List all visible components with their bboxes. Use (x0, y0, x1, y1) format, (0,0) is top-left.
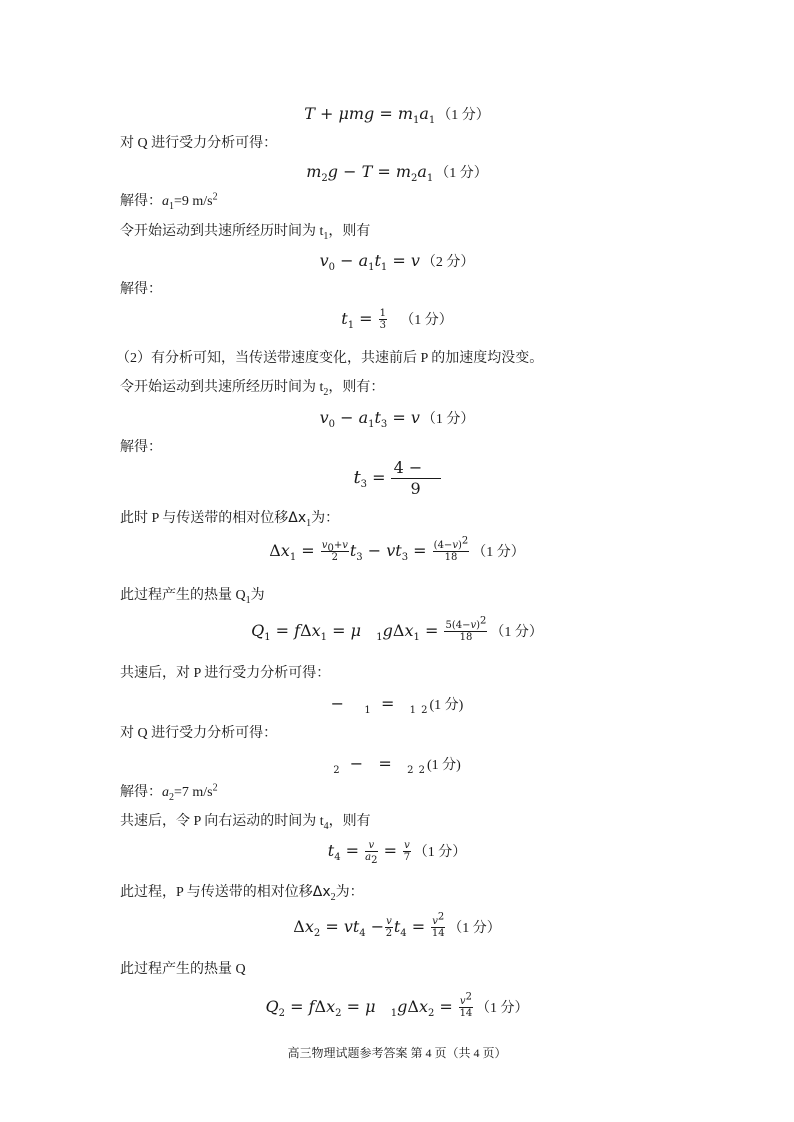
text-q-analysis: 对 Q 进行受力分析可得： (120, 136, 278, 151)
fraction: $\frac{(4-v)^2}{18}$ (433, 535, 469, 563)
score-mark: （1 分） (437, 108, 490, 123)
fraction: $\frac{1}{3}$ (379, 308, 387, 331)
page-footer: 高三物理试题参考答案 第 4 页（共 4 页） (287, 1046, 507, 1060)
score-mark: （1 分） (421, 412, 475, 427)
text-solve-2: 解得： (120, 282, 162, 297)
text-solve-3: 解得： (120, 440, 162, 455)
equation-6: $t_3$ = $\frac{4 -}{9}$ (0, 458, 794, 502)
text-part-2: （2）有分析可知，当传送带速度变化，共速前后 P 的加速度均没变。 (116, 351, 544, 366)
solution-value: =9 m/s (174, 194, 213, 209)
score-mark: （1 分） (448, 921, 501, 936)
text-let-t4: 共速后，令 P 向右运动的时间为 $t_4$，则有 (120, 814, 371, 832)
text-heat-q1: 此过程产生的热量 $Q_1$为 (120, 588, 265, 606)
equation-13: $Q_2 = f\Delta x_2 = \mu$ $_1$gΔx$_2$ = $\frac{v^2}{14}$ （1 分） (265, 991, 529, 1020)
text-q-analysis-2: 对 Q 进行受力分析可得： (120, 726, 278, 741)
score-mark: (1 分) (426, 758, 461, 773)
equation-12: $\Delta x_2 = vt_4$ − $\frac{v}{2}$ $t_4$ = $\frac{v^2}{14}$ （1 分） (293, 911, 501, 940)
text-relative-displacement-2: 此过程，P 与传送带的相对位移$\Delta x_2$为： (120, 884, 364, 903)
fraction: $\frac{4 -}{9}$ (391, 458, 441, 499)
solution-label: 解得： (120, 194, 162, 209)
score-mark: （1 分） (475, 1001, 529, 1016)
score-mark: （1 分） (400, 313, 453, 328)
equation-8: $Q_1 = f\Delta x_1 = \mu$ $_1$gΔx$_1$ = $\frac{5(4-v)^2}{18}$ （1 分） (251, 615, 543, 644)
fraction: $\frac{v}{2}$ (385, 916, 393, 939)
solution-value: =7 m/s (174, 785, 213, 800)
fraction: $\frac{v^2}{14}$ (459, 991, 473, 1019)
text-let-t1: 令开始运动到共速所经历时间为 $t_1$，则有 (120, 224, 371, 242)
fraction: $\frac{v^2}{14}$ (431, 911, 445, 939)
equation-3: $v_0 - a_1t_1 = v$ （2 分） (319, 251, 475, 274)
equation-10: $_2$ − = $_2$ $_2$ (1 分) (333, 754, 461, 777)
text-heat-q2: 此过程产生的热量 Q (120, 962, 246, 977)
fraction: $\frac{v}{a_2}$ (365, 840, 378, 866)
score-mark: （1 分） (472, 545, 525, 560)
score-mark: （1 分） (490, 625, 543, 640)
score-mark: （2 分） (421, 255, 475, 270)
fraction: $\frac{v}{7}$ (403, 840, 411, 863)
score-mark: （1 分） (413, 845, 467, 860)
solution-a1: 解得：$a_1=9$ $m/s^2$ (120, 191, 218, 212)
score-mark: (1 分) (429, 698, 464, 713)
equation-7: $\Delta x_1$ = $\frac{v_0+v}{2}$ $t_3 - vt_3$ = $\frac{(4-v)^2}{18}$ （1 分） (269, 535, 525, 564)
equation-11: $t_4$ = $\frac{v}{a_2}$ = $\frac{v}{7}$ （1 分） (327, 840, 467, 866)
text-let-t2: 令开始运动到共速所经历时间为 $t_2$，则有： (120, 380, 385, 398)
equation-9: − $_1$ = $_1$ $_2$ (1 分) (330, 694, 464, 717)
solution-label: 解得： (120, 785, 162, 800)
equation-4: $t_1$ = $\frac{1}{3}$ （1 分） (341, 308, 453, 332)
text-p-analysis: 共速后，对 P 进行受力分析可得： (120, 666, 331, 681)
text-relative-displacement-1: 此时 P 与传送带的相对位移$\Delta x_1$为： (120, 510, 340, 529)
score-mark: （1 分） (435, 166, 488, 181)
equation-2: $m_2g - T = m_2a_1$ （1 分） (306, 162, 488, 185)
fraction: $\frac{5(4-v)^2}{18}$ (445, 615, 487, 643)
equation-1: $T + \mu mg = m_1a_1$ （1 分） (304, 104, 490, 127)
solution-a2: 解得：$a_2=7$ $m/s^2$ (120, 782, 218, 803)
equation-5: $v_0 - a_1t_3 = v$ （1 分） (319, 408, 475, 431)
fraction: $\frac{v_0+v}{2}$ (321, 540, 348, 563)
